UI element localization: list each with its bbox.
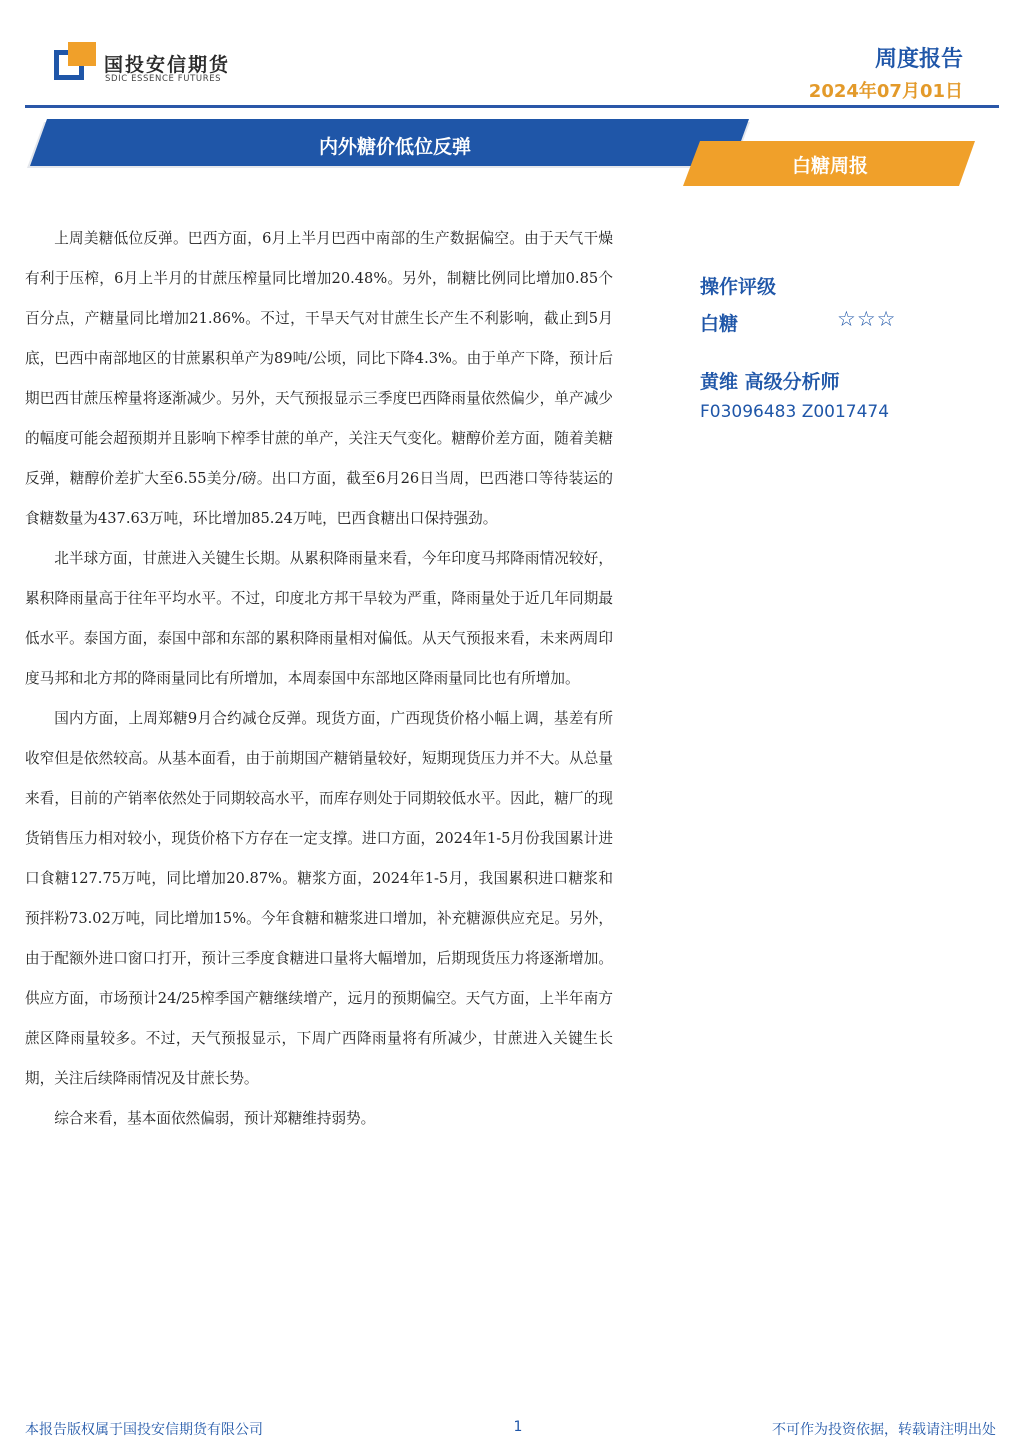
paragraph-northern-hemisphere: 北半球方面，甘蔗进入关键生长期。从累积降雨量来看，今年印度马邦降雨情况较好，累积降雨量高于往年平均水平。不过，印度北方邦干旱较为严重，降雨量处于近几年同期最低水平。泰国方面，泰国中部和东部的累积降雨量相对偏低。从天气预报来看，未来两周印度马邦和北方邦的降雨量同比有所增加，本周泰国中东部地区降雨量同比也有所增加。 bbox=[25, 550, 613, 687]
footer-disclaimer: 不可作为投资依据，转载请注明出处 bbox=[772, 1422, 996, 1438]
page-number: 1 bbox=[513, 1419, 523, 1435]
report-title: 内外糖价低位反弹 bbox=[318, 136, 471, 158]
paragraph-brazil: 上周美糖低位反弹。巴西方面，6月上半月巴西中南部的生产数据偏空。由于天气干燥有利于压榨，6月上半月的甘蔗压榨量同比增加20.48%。另外，制糖比例同比增加0.85个百分点，产糖量同比增加21.86%。不过，干旱天气对甘蔗生长产生不利影响，截止到5月底，巴西中南部地区的甘蔗累积单产为89吨/公顷，同比下降4.3%。由于单产下降，预计后期巴西甘蔗压榨量将逐渐减少。另外，天气预报显示三季度巴西降雨量依然偏少，单产减少的幅度可能会超预期并且影响下榨季甘蔗的单产，关注天气变化。糖醇价差方面，随着美糖反弹，糖醇价差扩大至6.55美分/磅。出口方面，截至6月26日当周，巴西港口等待装运的食糖数量为437.63万吨，环比增加85.24万吨，巴西食糖出口保持强劲。 bbox=[25, 230, 613, 527]
rating-commodity: 白糖 bbox=[700, 313, 739, 335]
report-body bbox=[25, 219, 613, 1139]
footer-copyright: 本报告版权属于国投安信期货有限公司 bbox=[25, 1422, 263, 1438]
paragraph-domestic: 国内方面，上周郑糖9月合约减仓反弹。现货方面，广西现货价格小幅上调，基差有所收窄但是依然较高。从基本面看，由于前期国产糖销量较好，短期现货压力并不大。从总量来看，目前的产销率依然处于同期较高水平，而库存则处于同期较低水平。因此，糖厂的现货销售压力相对较小，现货价格下方存在一定支撑。进口方面，2024年1-5月份我国累计进口食糖127.75万吨，同比增加20.87%。糖浆方面，2024年1-5月，我国累积进口糖浆和预拌粉73.02万吨，同比增加15%。今年食糖和糖浆进口增加，补充糖源供应充足。另外，由于配额外进口窗口打开，预计三季度食糖进口量将大幅增加，后期现货压力将逐渐增加。供应方面，市场预计24/25榨季国产糖继续增产，远月的预期偏空。天气方面，上半年南方蔗区降雨量较多。不过，天气预报显示，下周广西降雨量将有所减少，甘蔗进入关键生长期，关注后续降雨情况及甘蔗长势。 bbox=[25, 710, 613, 1087]
paragraph-summary: 综合来看，基本面依然偏弱，预计郑糖维持弱势。 bbox=[54, 1110, 376, 1127]
analyst-name: 黄维 高级分析师 bbox=[700, 371, 840, 393]
rating-heading: 操作评级 bbox=[700, 276, 777, 298]
report-category-tag: 白糖周报 bbox=[791, 155, 868, 177]
rating-stars-icon: ☆☆☆ bbox=[837, 307, 897, 331]
logo-company-english: SDIC ESSENCE FUTURES bbox=[105, 74, 222, 84]
logo-company-name: 国投安信期货 bbox=[104, 54, 231, 76]
analyst-cert-numbers: F03096483 Z0017474 bbox=[700, 402, 890, 422]
report-type: 周度报告 bbox=[874, 47, 963, 72]
report-date: 2024年07月01日 bbox=[808, 81, 963, 102]
